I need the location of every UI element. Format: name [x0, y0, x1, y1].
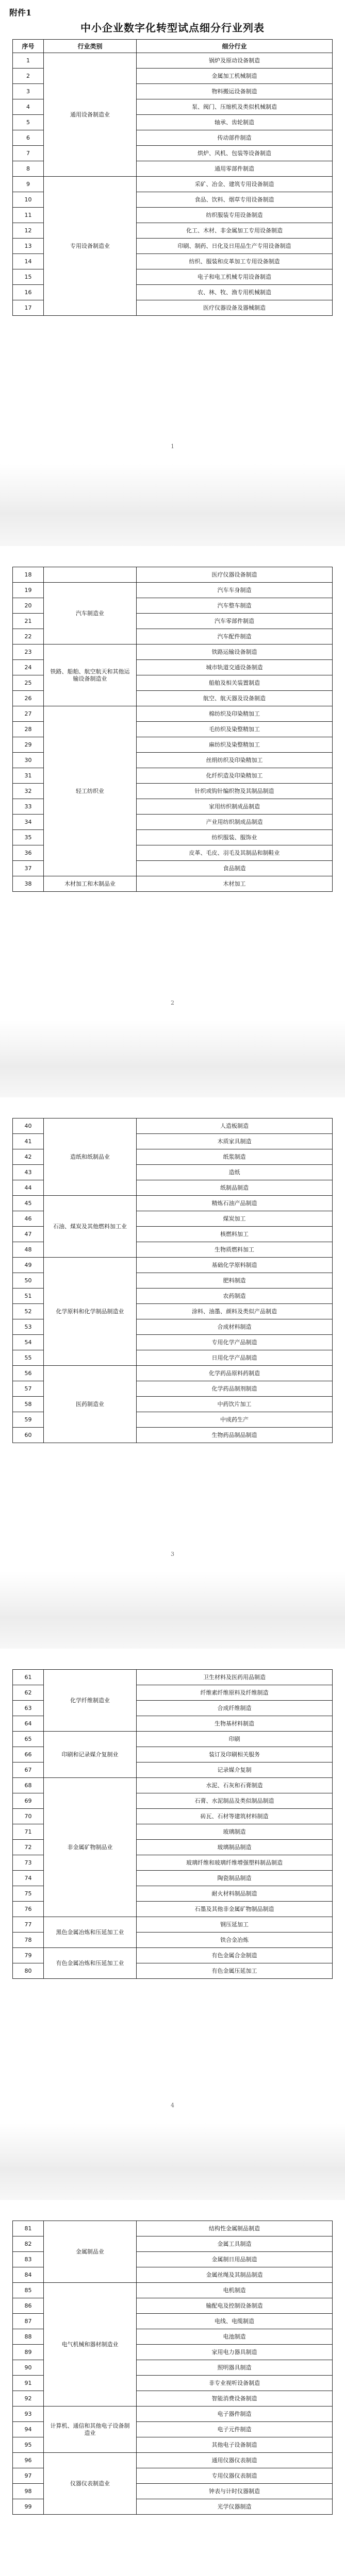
sub-industry-name: 中成药生产 — [137, 1412, 333, 1428]
sub-industry-name: 有色金属压延加工 — [137, 1963, 333, 1979]
row-number: 8 — [13, 161, 44, 177]
sub-industry-name: 家用纺织制成品制造 — [137, 799, 333, 815]
page-gap — [0, 2123, 345, 2200]
row-number: 55 — [13, 1350, 44, 1366]
sub-industry-name: 城市轨道交通设备制造 — [137, 660, 333, 675]
page-number: 1 — [171, 443, 174, 450]
sub-industry-name: 食品、饮料、烟草专用设备制造 — [137, 192, 333, 208]
row-number: 45 — [13, 1196, 44, 1211]
sub-industry-name: 钢压延加工 — [137, 1917, 333, 1933]
header-category: 行业类别 — [44, 40, 137, 53]
sub-industry-name: 船舶及相关装置制造 — [137, 675, 333, 691]
page-gap — [0, 1020, 345, 1097]
sub-industry-name: 通用仪器仪表制造 — [137, 2453, 333, 2468]
row-number: 2 — [13, 69, 44, 84]
row-number: 70 — [13, 1809, 44, 1824]
row-number: 63 — [13, 1701, 44, 1716]
industry-category: 轻工纺织业 — [44, 706, 137, 876]
row-number: 79 — [13, 1948, 44, 1963]
industry-category: 仪器仪表制造业 — [44, 2453, 137, 2515]
sub-industry-name: 水泥、石灰和石膏制造 — [137, 1778, 333, 1793]
row-number: 85 — [13, 2283, 44, 2298]
row-number: 90 — [13, 2360, 44, 2376]
sub-industry-name: 通用零部件制造 — [137, 161, 333, 177]
sub-industry-name: 纺织、服装和皮革加工专用设备制造 — [137, 254, 333, 269]
row-number: 98 — [13, 2484, 44, 2499]
industry-category: 通用设备制造业 — [44, 53, 137, 177]
sub-industry-name: 农、林、牧、渔专用机械制造 — [137, 285, 333, 300]
sub-industry-name: 金属工具制造 — [137, 2236, 333, 2252]
row-number: 46 — [13, 1211, 44, 1227]
row-number: 34 — [13, 815, 44, 830]
sub-industry-name: 核燃料加工 — [137, 1227, 333, 1242]
sub-industry-name: 金属制日用品制造 — [137, 2252, 333, 2267]
row-number: 19 — [13, 583, 44, 598]
row-number: 71 — [13, 1824, 44, 1840]
industry-category: 专用设备制造业 — [44, 177, 137, 316]
row-number: 62 — [13, 1685, 44, 1701]
row-number: 87 — [13, 2314, 44, 2329]
row-number: 75 — [13, 1886, 44, 1902]
sub-industry-name: 专用仪器仪表制造 — [137, 2468, 333, 2484]
row-number: 17 — [13, 300, 44, 316]
row-number: 92 — [13, 2391, 44, 2406]
row-number: 13 — [13, 239, 44, 254]
row-number: 30 — [13, 753, 44, 768]
sub-industry-name: 光学仪器制造 — [137, 2499, 333, 2515]
sub-industry-name: 毛纺织及染整精加工 — [137, 722, 333, 737]
sub-industry-name: 铁合金冶炼 — [137, 1933, 333, 1948]
sub-industry-name: 农药制造 — [137, 1289, 333, 1304]
row-number: 7 — [13, 146, 44, 161]
industry-table-page-5 — [12, 2221, 333, 2515]
sub-industry-name: 人造板制造 — [137, 1118, 333, 1134]
sub-industry-name: 玻璃制品制造 — [137, 1840, 333, 1855]
sub-industry-name: 肥料制造 — [137, 1273, 333, 1289]
sub-industry-name: 木质家具制造 — [137, 1134, 333, 1149]
sub-industry-name: 钟表与计时仪器制造 — [137, 2484, 333, 2499]
sub-industry-name: 智能消费设备制造 — [137, 2391, 333, 2406]
row-number: 77 — [13, 1917, 44, 1933]
row-number: 97 — [13, 2468, 44, 2484]
page-5 — [0, 2200, 345, 2576]
sub-industry-name: 造纸 — [137, 1165, 333, 1180]
row-number: 72 — [13, 1840, 44, 1855]
sub-industry-name: 精炼石油产品制造 — [137, 1196, 333, 1211]
row-number: 68 — [13, 1778, 44, 1793]
row-number: 83 — [13, 2252, 44, 2267]
row-number: 66 — [13, 1747, 44, 1762]
sub-industry-name: 食品制造 — [137, 861, 333, 876]
sub-industry-name: 铁路运输设备制造 — [137, 645, 333, 660]
sub-industry-name: 其他电子设备制造 — [137, 2437, 333, 2453]
row-number: 78 — [13, 1933, 44, 1948]
row-number: 10 — [13, 192, 44, 208]
sub-industry-name: 结构性金属制品制造 — [137, 2221, 333, 2236]
sub-industry-name: 纤维素纤维原料及纤维制造 — [137, 1685, 333, 1701]
row-number: 64 — [13, 1716, 44, 1732]
row-number: 95 — [13, 2437, 44, 2453]
row-number: 12 — [13, 223, 44, 239]
row-number: 6 — [13, 130, 44, 146]
table-row — [13, 53, 333, 69]
row-number: 74 — [13, 1871, 44, 1886]
row-number: 14 — [13, 254, 44, 269]
sub-industry-name: 合成纤维制造 — [137, 1701, 333, 1716]
row-number: 9 — [13, 177, 44, 192]
table-row — [13, 1118, 333, 1134]
sub-industry-name: 棉纺织及印染精加工 — [137, 706, 333, 722]
page-gap — [0, 464, 345, 546]
sub-industry-name: 物料搬运设备制造 — [137, 84, 333, 99]
sub-industry-name: 皮革、毛皮、羽毛及其制品和制鞋业 — [137, 845, 333, 861]
row-number: 84 — [13, 2267, 44, 2283]
table-header-row — [13, 40, 333, 53]
row-number: 57 — [13, 1381, 44, 1397]
row-number: 58 — [13, 1397, 44, 1412]
row-number: 26 — [13, 691, 44, 706]
row-number: 60 — [13, 1428, 44, 1443]
sub-industry-name: 汽车零部件制造 — [137, 614, 333, 629]
attachment-label: 附件1 — [9, 8, 32, 18]
page-4 — [0, 1649, 345, 2123]
row-number: 82 — [13, 2236, 44, 2252]
sub-industry-name: 玻璃制造 — [137, 1824, 333, 1840]
industry-category: 计算机、通信和其他电子设备制造业 — [44, 2406, 137, 2453]
row-number: 28 — [13, 722, 44, 737]
row-number: 38 — [13, 876, 44, 892]
industry-category: 有色金属冶炼和压延加工业 — [44, 1948, 137, 1979]
sub-industry-name: 照明器具制造 — [137, 2360, 333, 2376]
sub-industry-name: 生物基材料制造 — [137, 1716, 333, 1732]
sub-industry-name: 产业用纺织制成品制造 — [137, 815, 333, 830]
row-number: 29 — [13, 737, 44, 753]
industry-table-page-4 — [12, 1669, 333, 1979]
sub-industry-name: 基础化学原料制造 — [137, 1258, 333, 1273]
sub-industry-name: 中药饮片加工 — [137, 1397, 333, 1412]
table-row — [13, 567, 333, 583]
sub-industry-name: 合成材料制造 — [137, 1319, 333, 1335]
row-number: 35 — [13, 830, 44, 845]
table-row — [13, 1917, 333, 1933]
sub-industry-name: 汽车车身制造 — [137, 583, 333, 598]
industry-table-page-1 — [12, 39, 333, 316]
table-row — [13, 2221, 333, 2236]
sub-industry-name: 纺织服装、服饰业 — [137, 830, 333, 845]
table-row — [13, 177, 333, 192]
row-number: 61 — [13, 1670, 44, 1685]
row-number: 15 — [13, 269, 44, 285]
sub-industry-name: 专用化学产品制造 — [137, 1335, 333, 1350]
sub-industry-name: 轴承、齿轮制造 — [137, 115, 333, 130]
row-number: 52 — [13, 1304, 44, 1319]
sub-industry-name: 电子和电工机械专用设备制造 — [137, 269, 333, 285]
sub-industry-name: 生物质燃料加工 — [137, 1242, 333, 1258]
sub-industry-name: 涂料、油墨、颜料及类似产品制造 — [137, 1304, 333, 1319]
sub-industry-name: 卫生材料及医药用品制造 — [137, 1670, 333, 1685]
row-number: 31 — [13, 768, 44, 784]
page-2 — [0, 546, 345, 1020]
sub-industry-name: 电线、电缆制造 — [137, 2314, 333, 2329]
sub-industry-name: 家用电力器具制造 — [137, 2345, 333, 2360]
table-row — [13, 1778, 333, 1793]
row-number: 18 — [13, 567, 44, 583]
row-number: 76 — [13, 1902, 44, 1917]
row-number: 67 — [13, 1762, 44, 1778]
row-number: 32 — [13, 784, 44, 799]
page-3 — [0, 1097, 345, 1571]
row-number: 5 — [13, 115, 44, 130]
sub-industry-name: 锅炉及原动设备制造 — [137, 53, 333, 69]
row-number: 81 — [13, 2221, 44, 2236]
row-number: 36 — [13, 845, 44, 861]
row-number: 96 — [13, 2453, 44, 2468]
sub-industry-name: 电子元件制造 — [137, 2422, 333, 2437]
sub-industry-name: 化学药品原料药制造 — [137, 1366, 333, 1381]
sub-industry-name: 电机制造 — [137, 2283, 333, 2298]
industry-category: 石油、煤炭及其他燃料加工业 — [44, 1196, 137, 1258]
row-number: 3 — [13, 84, 44, 99]
row-number: 43 — [13, 1165, 44, 1180]
header-subindustry: 细分行业 — [137, 40, 333, 53]
row-number: 49 — [13, 1258, 44, 1273]
sub-industry-name: 电子器件制造 — [137, 2406, 333, 2422]
sub-industry-name: 玻璃纤维和玻璃纤维增强塑料制品制造 — [137, 1855, 333, 1871]
table-row — [13, 1732, 333, 1747]
sub-industry-name: 木材加工 — [137, 876, 333, 892]
sub-industry-name: 化纤织造及印染精加工 — [137, 768, 333, 784]
industry-category: 印刷和记录媒介复制业 — [44, 1732, 137, 1778]
row-number: 86 — [13, 2298, 44, 2314]
row-number: 25 — [13, 675, 44, 691]
sub-industry-name: 陶瓷制品制造 — [137, 1871, 333, 1886]
table-row — [13, 706, 333, 722]
table-row — [13, 876, 333, 892]
table-row — [13, 583, 333, 598]
table-row — [13, 1670, 333, 1685]
row-number: 44 — [13, 1180, 44, 1196]
sub-industry-name: 石膏、水泥制品及类似制品制造 — [137, 1793, 333, 1809]
row-number: 40 — [13, 1118, 44, 1134]
page-number: 4 — [171, 2102, 174, 2109]
sub-industry-name: 纸制品制造 — [137, 1180, 333, 1196]
page-number: 3 — [171, 1551, 174, 1557]
sub-industry-name: 纸浆制造 — [137, 1149, 333, 1165]
industry-category: 医药制造业 — [44, 1366, 137, 1443]
row-number: 88 — [13, 2329, 44, 2345]
industry-category: 金属制品业 — [44, 2221, 137, 2283]
sub-industry-name: 麻纺织及染整精加工 — [137, 737, 333, 753]
sub-industry-name: 输配电及控制设备制造 — [137, 2298, 333, 2314]
row-number: 80 — [13, 1963, 44, 1979]
row-number: 91 — [13, 2376, 44, 2391]
sub-industry-name: 装订及印刷相关服务 — [137, 1747, 333, 1762]
sub-industry-name: 电池制造 — [137, 2329, 333, 2345]
industry-category: 造纸和纸制品业 — [44, 1118, 137, 1196]
sub-industry-name: 泵、阀门、压缩机及类似机械制造 — [137, 99, 333, 115]
row-number: 20 — [13, 598, 44, 614]
table-row — [13, 2453, 333, 2468]
sub-industry-name: 石墨及其他非金属矿物制品制造 — [137, 1902, 333, 1917]
row-number: 22 — [13, 629, 44, 645]
sub-industry-name: 航空、航天器及设备制造 — [137, 691, 333, 706]
row-number: 1 — [13, 53, 44, 69]
row-number: 11 — [13, 208, 44, 223]
row-number: 47 — [13, 1227, 44, 1242]
sub-industry-name: 医疗仪器设备制造 — [137, 567, 333, 583]
row-number: 33 — [13, 799, 44, 815]
industry-category: 汽车制造业 — [44, 583, 137, 645]
sub-industry-name: 纺织服装专用设备制造 — [137, 208, 333, 223]
row-number: 69 — [13, 1793, 44, 1809]
document-title: 中小企业数字化转型试点细分行业列表 — [80, 22, 265, 34]
row-number: 4 — [13, 99, 44, 115]
industry-category: 电气机械和器材制造业 — [44, 2283, 137, 2406]
row-number: 99 — [13, 2499, 44, 2515]
page-gap — [0, 1571, 345, 1649]
sub-industry-name: 砖瓦、石材等建筑材料制造 — [137, 1809, 333, 1824]
row-number: 73 — [13, 1855, 44, 1871]
row-number: 94 — [13, 2422, 44, 2437]
row-number: 51 — [13, 1289, 44, 1304]
row-number: 54 — [13, 1335, 44, 1350]
table-row — [13, 2406, 333, 2422]
industry-category: 铁路、船舶、航空航天和其他运输设备制造业 — [44, 645, 137, 706]
sub-industry-name: 印刷、制药、日化及日用品生产专用设备制造 — [137, 239, 333, 254]
row-number: 27 — [13, 706, 44, 722]
sub-industry-name: 汽车配件制造 — [137, 629, 333, 645]
sub-industry-name: 传动部件制造 — [137, 130, 333, 146]
row-number: 50 — [13, 1273, 44, 1289]
sub-industry-name: 丝绢纺织及印染精加工 — [137, 753, 333, 768]
row-number: 16 — [13, 285, 44, 300]
sub-industry-name: 煤炭加工 — [137, 1211, 333, 1227]
sub-industry-name: 金属丝绳及其制品制造 — [137, 2267, 333, 2283]
sub-industry-name: 烘炉、风机、包装等设备制造 — [137, 146, 333, 161]
sub-industry-name: 金属加工机械制造 — [137, 69, 333, 84]
industry-category: 非金属矿物制品业 — [44, 1778, 137, 1917]
row-number: 89 — [13, 2345, 44, 2360]
industry-category: 化学原料和化学制品制造业 — [44, 1258, 137, 1366]
sub-industry-name: 非专业视听设备制造 — [137, 2376, 333, 2391]
industry-category: 黑色金属冶炼和压延加工业 — [44, 1917, 137, 1948]
sub-industry-name: 采矿、冶金、建筑专用设备制造 — [137, 177, 333, 192]
page-number: 2 — [171, 999, 174, 1006]
table-row — [13, 1196, 333, 1211]
row-number: 41 — [13, 1134, 44, 1149]
sub-industry-name: 针织或钩针编织物及其制品制造 — [137, 784, 333, 799]
row-number: 59 — [13, 1412, 44, 1428]
row-number: 65 — [13, 1732, 44, 1747]
industry-table-page-3 — [12, 1118, 333, 1443]
sub-industry-name: 耐火材料制品制造 — [137, 1886, 333, 1902]
sub-industry-name: 汽车整车制造 — [137, 598, 333, 614]
row-number: 48 — [13, 1242, 44, 1258]
sub-industry-name: 化学药品制剂制造 — [137, 1381, 333, 1397]
table-row — [13, 2283, 333, 2298]
page-1 — [0, 0, 345, 464]
table-row — [13, 1366, 333, 1381]
sub-industry-name: 化工、木材、非金属加工专用设备制造 — [137, 223, 333, 239]
row-number: 56 — [13, 1366, 44, 1381]
industry-category: 木材加工和木制品业 — [44, 876, 137, 892]
table-row — [13, 1948, 333, 1963]
row-number: 23 — [13, 645, 44, 660]
table-row — [13, 1258, 333, 1273]
row-number: 37 — [13, 861, 44, 876]
sub-industry-name: 记录媒介复制 — [137, 1762, 333, 1778]
row-number: 53 — [13, 1319, 44, 1335]
sub-industry-name: 日用化学产品制造 — [137, 1350, 333, 1366]
industry-table-page-2 — [12, 567, 333, 892]
header-no: 序号 — [13, 40, 44, 53]
industry-category: 化学纤维制造业 — [44, 1670, 137, 1732]
sub-industry-name: 印刷 — [137, 1732, 333, 1747]
sub-industry-name: 生物药品制品制造 — [137, 1428, 333, 1443]
sub-industry-name: 医疗仪器设备及器械制造 — [137, 300, 333, 316]
row-number: 24 — [13, 660, 44, 675]
row-number: 42 — [13, 1149, 44, 1165]
row-number: 21 — [13, 614, 44, 629]
industry-category — [44, 567, 137, 583]
sub-industry-name: 有色金属合金制造 — [137, 1948, 333, 1963]
row-number: 93 — [13, 2406, 44, 2422]
table-row — [13, 645, 333, 660]
